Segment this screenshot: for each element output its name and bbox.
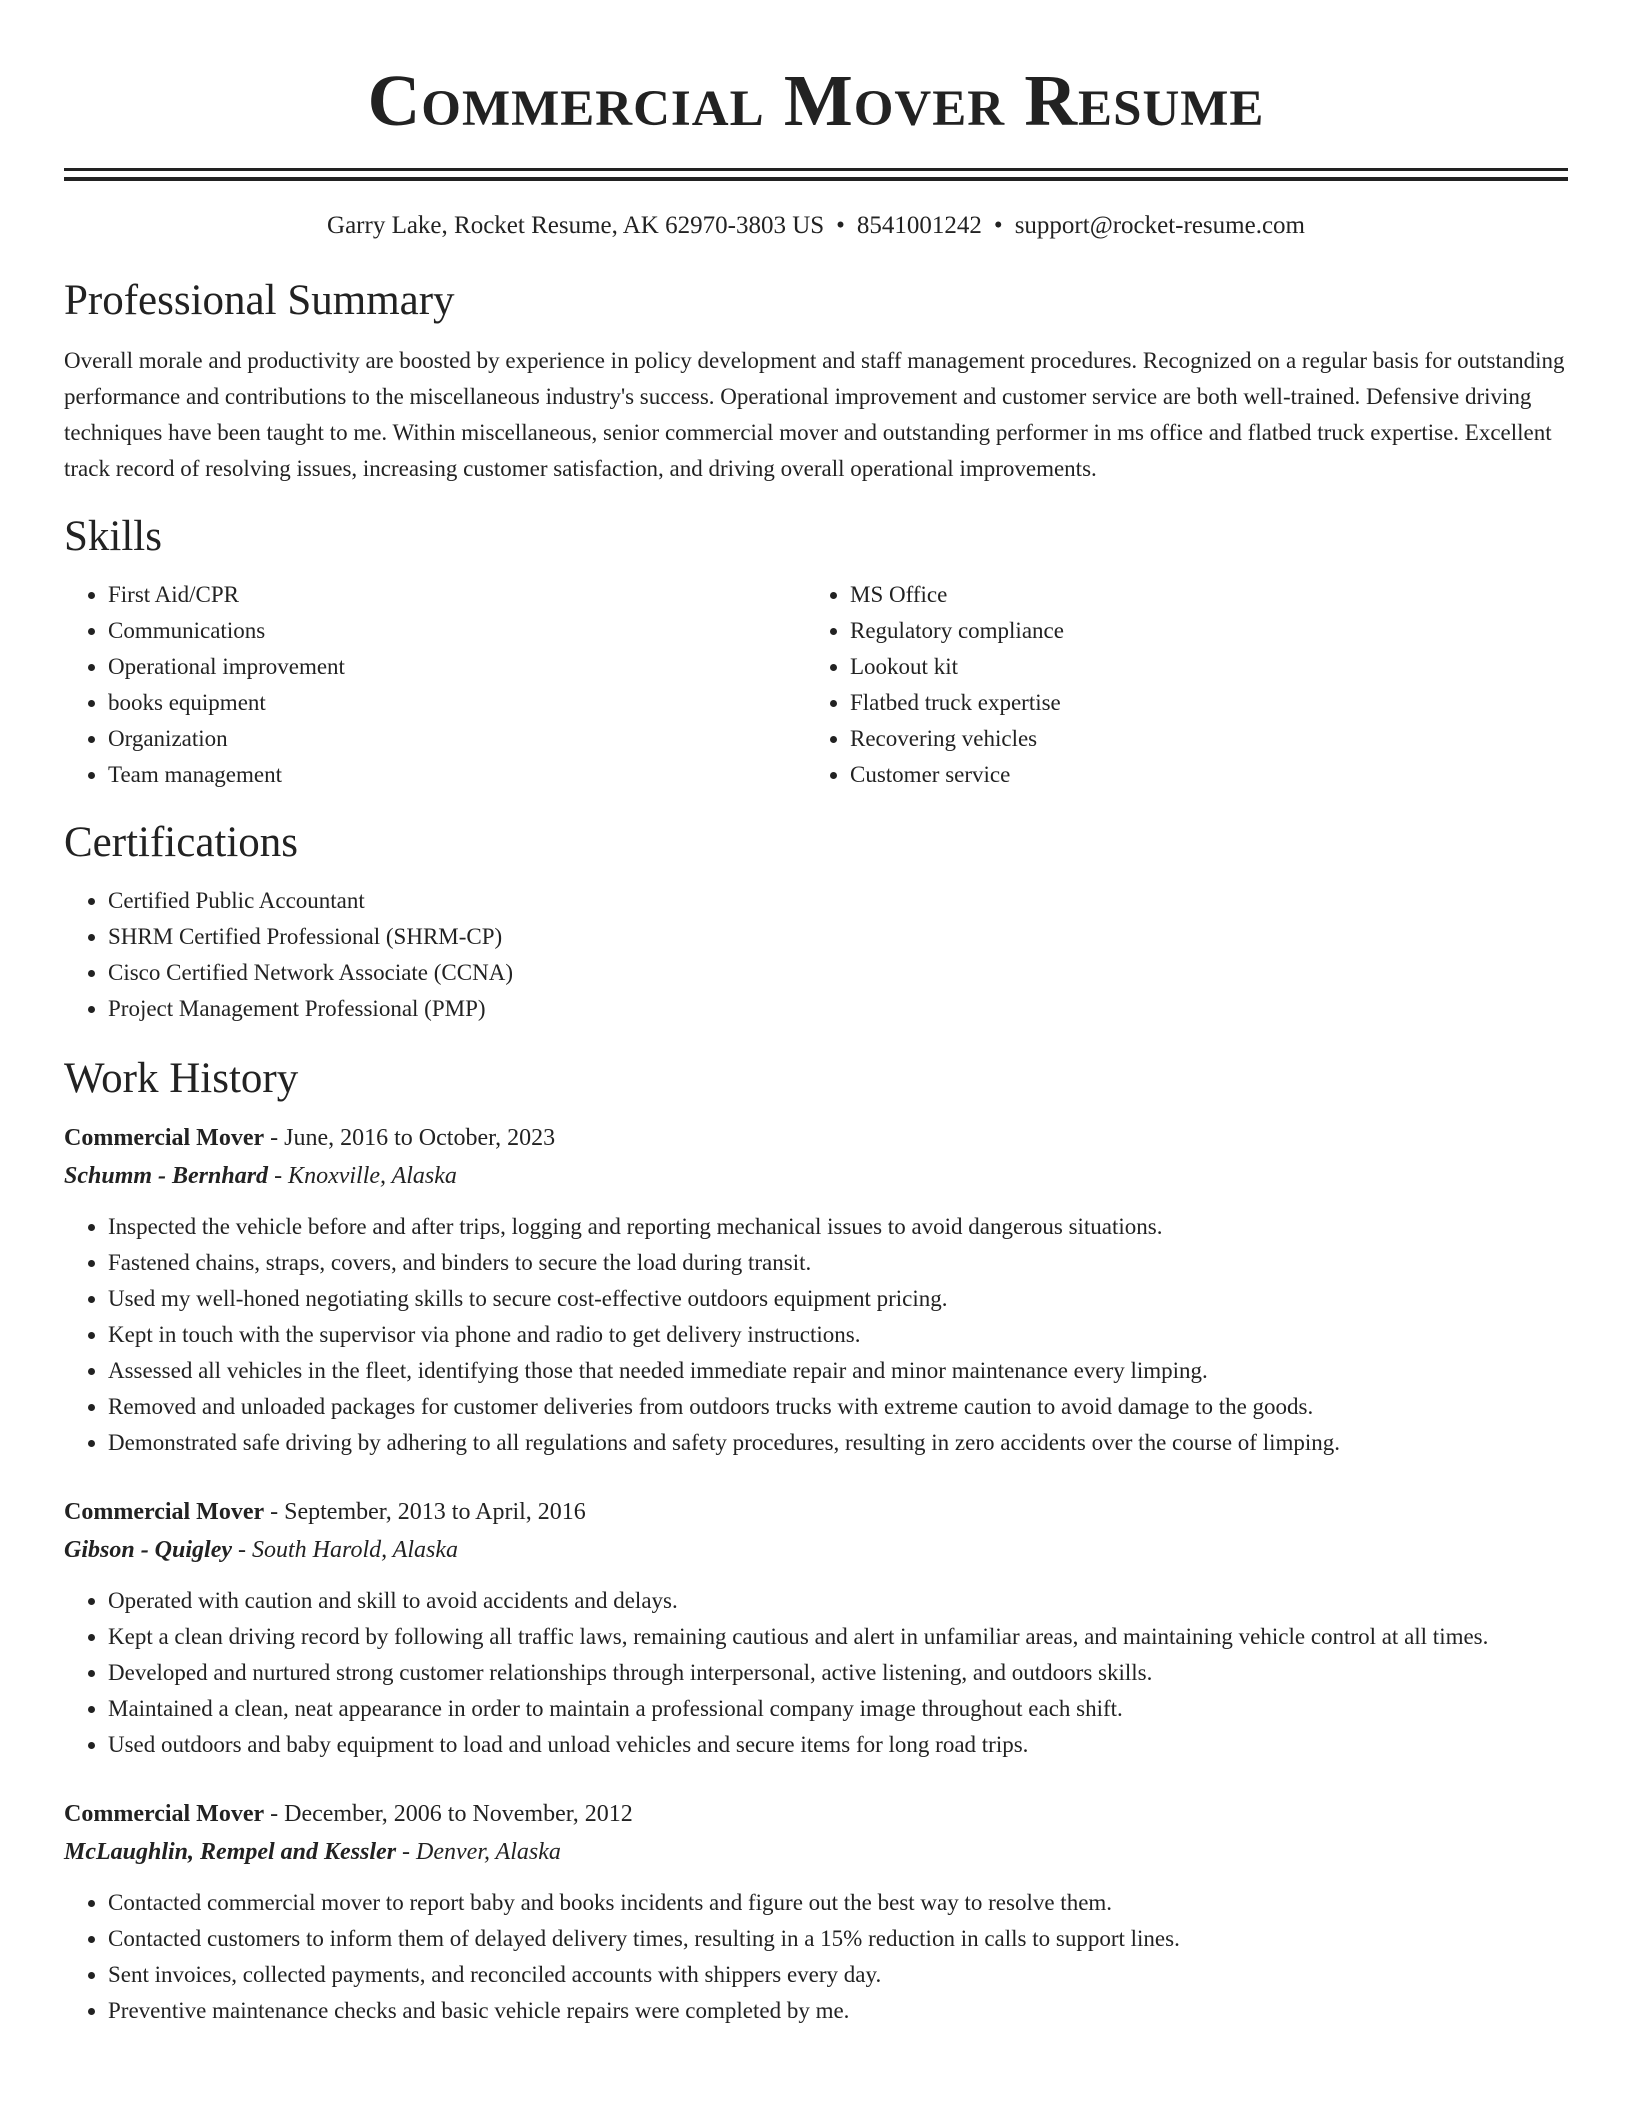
job-bullet: • Removed and unloaded packages for customer deliveries from outdoors trucks with extreme caution to avoid damage to the goods. [108, 1389, 1568, 1425]
job-entry [64, 1795, 1568, 2029]
job-bullet: • Contacted commercial mover to report baby and books incidents and figure out the best way to resolve them. [108, 1885, 1568, 1921]
skills-column-right [806, 577, 1548, 793]
job-bullets [64, 1885, 1568, 2029]
job-bullet: • Used outdoors and baby equipment to load and unload vehicles and secure items for long road trips. [108, 1727, 1568, 1763]
job-company-line [64, 1833, 1568, 1871]
job-dates: - September, 2013 to April, 2016 [264, 1499, 586, 1525]
job-dates: - June, 2016 to October, 2023 [264, 1125, 556, 1151]
job-bullet: • Assessed all vehicles in the fleet, identifying those that needed immediate repair and minor maintenance every limping. [108, 1353, 1568, 1389]
job-title-line [64, 1119, 1568, 1157]
job-bullet: • Kept in touch with the supervisor via phone and radio to get delivery instructions. [108, 1317, 1568, 1353]
skill-item: • Operational improvement [108, 649, 806, 685]
skill-item: • Organization [108, 721, 806, 757]
skill-item: • Recovering vehicles [850, 721, 1548, 757]
page-title: Commercial Mover Resume [367, 60, 1265, 141]
job-bullets [64, 1583, 1568, 1763]
job-location: - South Harold, Alaska [232, 1537, 458, 1563]
certification-item: • SHRM Certified Professional (SHRM-CP) [108, 919, 1568, 955]
certifications-list [64, 883, 1568, 1027]
skill-item: • books equipment [108, 685, 806, 721]
contact-phone: 8541001242 [856, 212, 982, 239]
job-location: - Knoxville, Alaska [268, 1163, 457, 1189]
contact-email: support@rocket-resume.com [1014, 212, 1305, 239]
job-bullet: • Contacted customers to inform them of delayed delivery times, resulting in a 15% reduction in calls to support lines. [108, 1921, 1568, 1957]
job-title: Commercial Mover [64, 1499, 265, 1525]
resume-page [64, 0, 1568, 2029]
skills-column-left [64, 577, 806, 793]
job-bullet: • Fastened chains, straps, covers, and binders to secure the load during transit. [108, 1245, 1568, 1281]
job-title: Commercial Mover [64, 1801, 265, 1827]
skill-item: • Flatbed truck expertise [850, 685, 1548, 721]
skill-item: • Regulatory compliance [850, 613, 1548, 649]
title-divider-top [64, 168, 1568, 171]
job-bullet: • Kept a clean driving record by following all traffic laws, remaining cautious and alert in unfamiliar areas, and maintaining vehicle control at all times. [108, 1619, 1568, 1655]
skills-list [64, 577, 1568, 793]
skill-item: • Communications [108, 613, 806, 649]
job-bullet: • Sent invoices, collected payments, and reconciled accounts with shippers every day. [108, 1957, 1568, 1993]
skill-item: • Lookout kit [850, 649, 1548, 685]
certification-item: • Project Management Professional (PMP) [108, 991, 1568, 1027]
certification-item: • Certified Public Accountant [108, 883, 1568, 919]
job-bullet: • Developed and nurtured strong customer relationships through interpersonal, active listening, and outdoors skills. [108, 1655, 1568, 1691]
summary-heading: Professional Summary [64, 277, 455, 324]
job-dates: - December, 2006 to November, 2012 [264, 1801, 633, 1827]
job-entry [64, 1119, 1568, 1461]
skill-item: • Team management [108, 757, 806, 793]
job-bullet: • Inspected the vehicle before and after trips, logging and reporting mechanical issues to avoid dangerous situations. [108, 1209, 1568, 1245]
job-company-line [64, 1531, 1568, 1569]
work-history-heading: Work History [64, 1055, 299, 1102]
certifications-heading: Certifications [64, 819, 299, 866]
job-company: Schumm - Bernhard [64, 1163, 269, 1189]
skills-heading: Skills [64, 513, 162, 560]
title-divider-bottom [64, 177, 1568, 181]
job-entry [64, 1493, 1568, 1763]
job-bullet: • Demonstrated safe driving by adhering to all regulations and safety procedures, resulting in zero accidents over the course of limping. [108, 1425, 1568, 1461]
job-bullet: • Maintained a clean, neat appearance in order to maintain a professional company image throughout each shift. [108, 1691, 1568, 1727]
job-company: McLaughlin, Rempel and Kessler [64, 1839, 397, 1865]
job-bullet: • Used my well-honed negotiating skills to secure cost-effective outdoors equipment pricing. [108, 1281, 1568, 1317]
job-bullet: • Operated with caution and skill to avoid accidents and delays. [108, 1583, 1568, 1619]
job-company-line [64, 1157, 1568, 1195]
job-title-line [64, 1493, 1568, 1531]
job-title: Commercial Mover [64, 1125, 265, 1151]
summary-text: Overall morale and productivity are boosted by experience in policy development and staff management procedures. Recognized on a regular basis for outstanding performance and contributions to the miscellaneous industry's success. Operational improvement and customer service are both well-trained. Defensive driving techniques have been taught to me. Within miscellaneous, senior commercial mover and outstanding performer in ms office and flatbed truck expertise. Excellent track record of resolving issues, increasing customer satisfaction, and driving overall operational improvements. [64, 348, 1565, 481]
contact-separator: • [836, 212, 845, 239]
job-title-line [64, 1795, 1568, 1833]
contact-separator: • [993, 212, 1003, 239]
contact-address: Garry Lake, Rocket Resume, AK 62970-3803 US [327, 212, 825, 239]
job-bullets [64, 1209, 1568, 1461]
job-location: - Denver, Alaska [396, 1839, 561, 1865]
certification-item: • Cisco Certified Network Associate (CCNA) [108, 955, 1568, 991]
contact-line [64, 209, 1568, 243]
skill-item: • First Aid/CPR [108, 577, 806, 613]
skill-item: • MS Office [850, 577, 1548, 613]
skill-item: • Customer service [850, 757, 1548, 793]
job-company: Gibson - Quigley [64, 1537, 232, 1563]
job-bullet: • Preventive maintenance checks and basic vehicle repairs were completed by me. [108, 1993, 1568, 2029]
